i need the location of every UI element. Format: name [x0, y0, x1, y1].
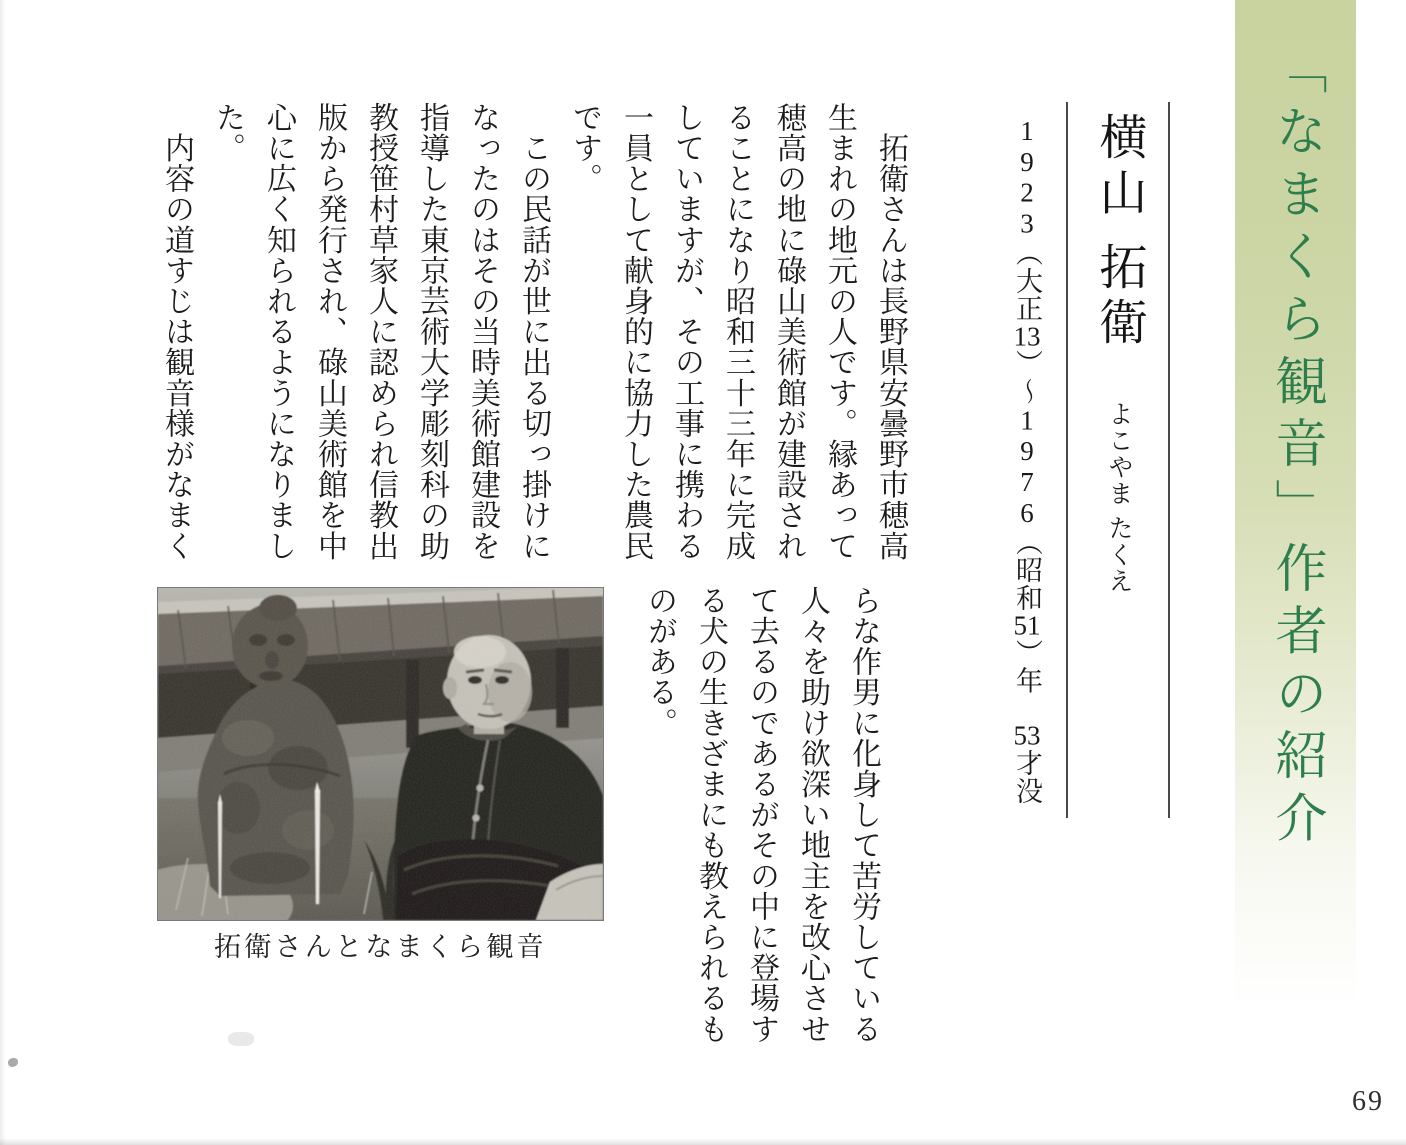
text-column: ることになり昭和三十三年に完成 [721, 102, 754, 561]
scan-artifact [8, 1058, 18, 1067]
text-column: らな作男に化身して苦労している [847, 585, 880, 1044]
page-number: 69 [1352, 1086, 1384, 1117]
author-name-column [1070, 112, 1166, 836]
vertical-rule-right [1168, 102, 1170, 818]
scan-artifact [228, 1032, 254, 1046]
text-column: 一員として献身的に協力した農民 [619, 102, 652, 561]
photo-figure [158, 588, 603, 964]
text-column: 内容の道すじは観音様がなまく [160, 102, 193, 561]
photo [158, 588, 603, 920]
text-column: る犬の生きざまにも教えられるも [694, 585, 727, 1044]
author-name: 横山 拓衛 [1092, 112, 1145, 352]
photo-illustration [158, 588, 603, 920]
body-text-lower [634, 585, 889, 1055]
text-column: のがある。 [643, 585, 676, 738]
text-column: なったのはその当時美術館建設を [466, 102, 499, 561]
scan-edge-left [0, 0, 6, 1145]
text-column: 拓衛さんは長野県安曇野市穂高 [874, 102, 907, 561]
text-column: この民話が世に出る切っ掛けに [517, 102, 550, 561]
text-column: していますが、その工事に携わる [670, 102, 703, 561]
text-column: 生まれの地元の人です。縁あって [823, 102, 856, 561]
text-column: 穂高の地に碌山美術館が建設され [772, 102, 805, 561]
scan-edge-bottom [0, 1138, 1406, 1145]
vertical-rule-left [1066, 102, 1068, 818]
text-column: 心に広く知られるようになりまし [262, 102, 295, 561]
text-column: 教授笹村草家人に認められ信教出 [364, 102, 397, 561]
page-title: 「なまくら観音」作者の紹介 [1267, 42, 1324, 854]
author-dates: 1923（大正13）〜1976（昭和51）年 53才没 [1012, 116, 1042, 806]
body-text-upper [150, 102, 916, 576]
author-name-reading: よこやま たくえ [1105, 401, 1132, 595]
text-column: 指導した東京芸術大学彫刻科の助 [415, 102, 448, 561]
text-column: 人々を助け欲深い地主を改心させ [796, 585, 829, 1044]
text-column: です。 [568, 102, 601, 194]
photo-caption: 拓衛さんとなまくら観音 [214, 932, 547, 962]
text-column: て去るのであるがその中に登場す [745, 585, 778, 1044]
title-banner [1235, 0, 1356, 1010]
text-column: 版から発行され、碌山美術館を中 [313, 102, 346, 561]
text-column: た。 [211, 102, 244, 164]
